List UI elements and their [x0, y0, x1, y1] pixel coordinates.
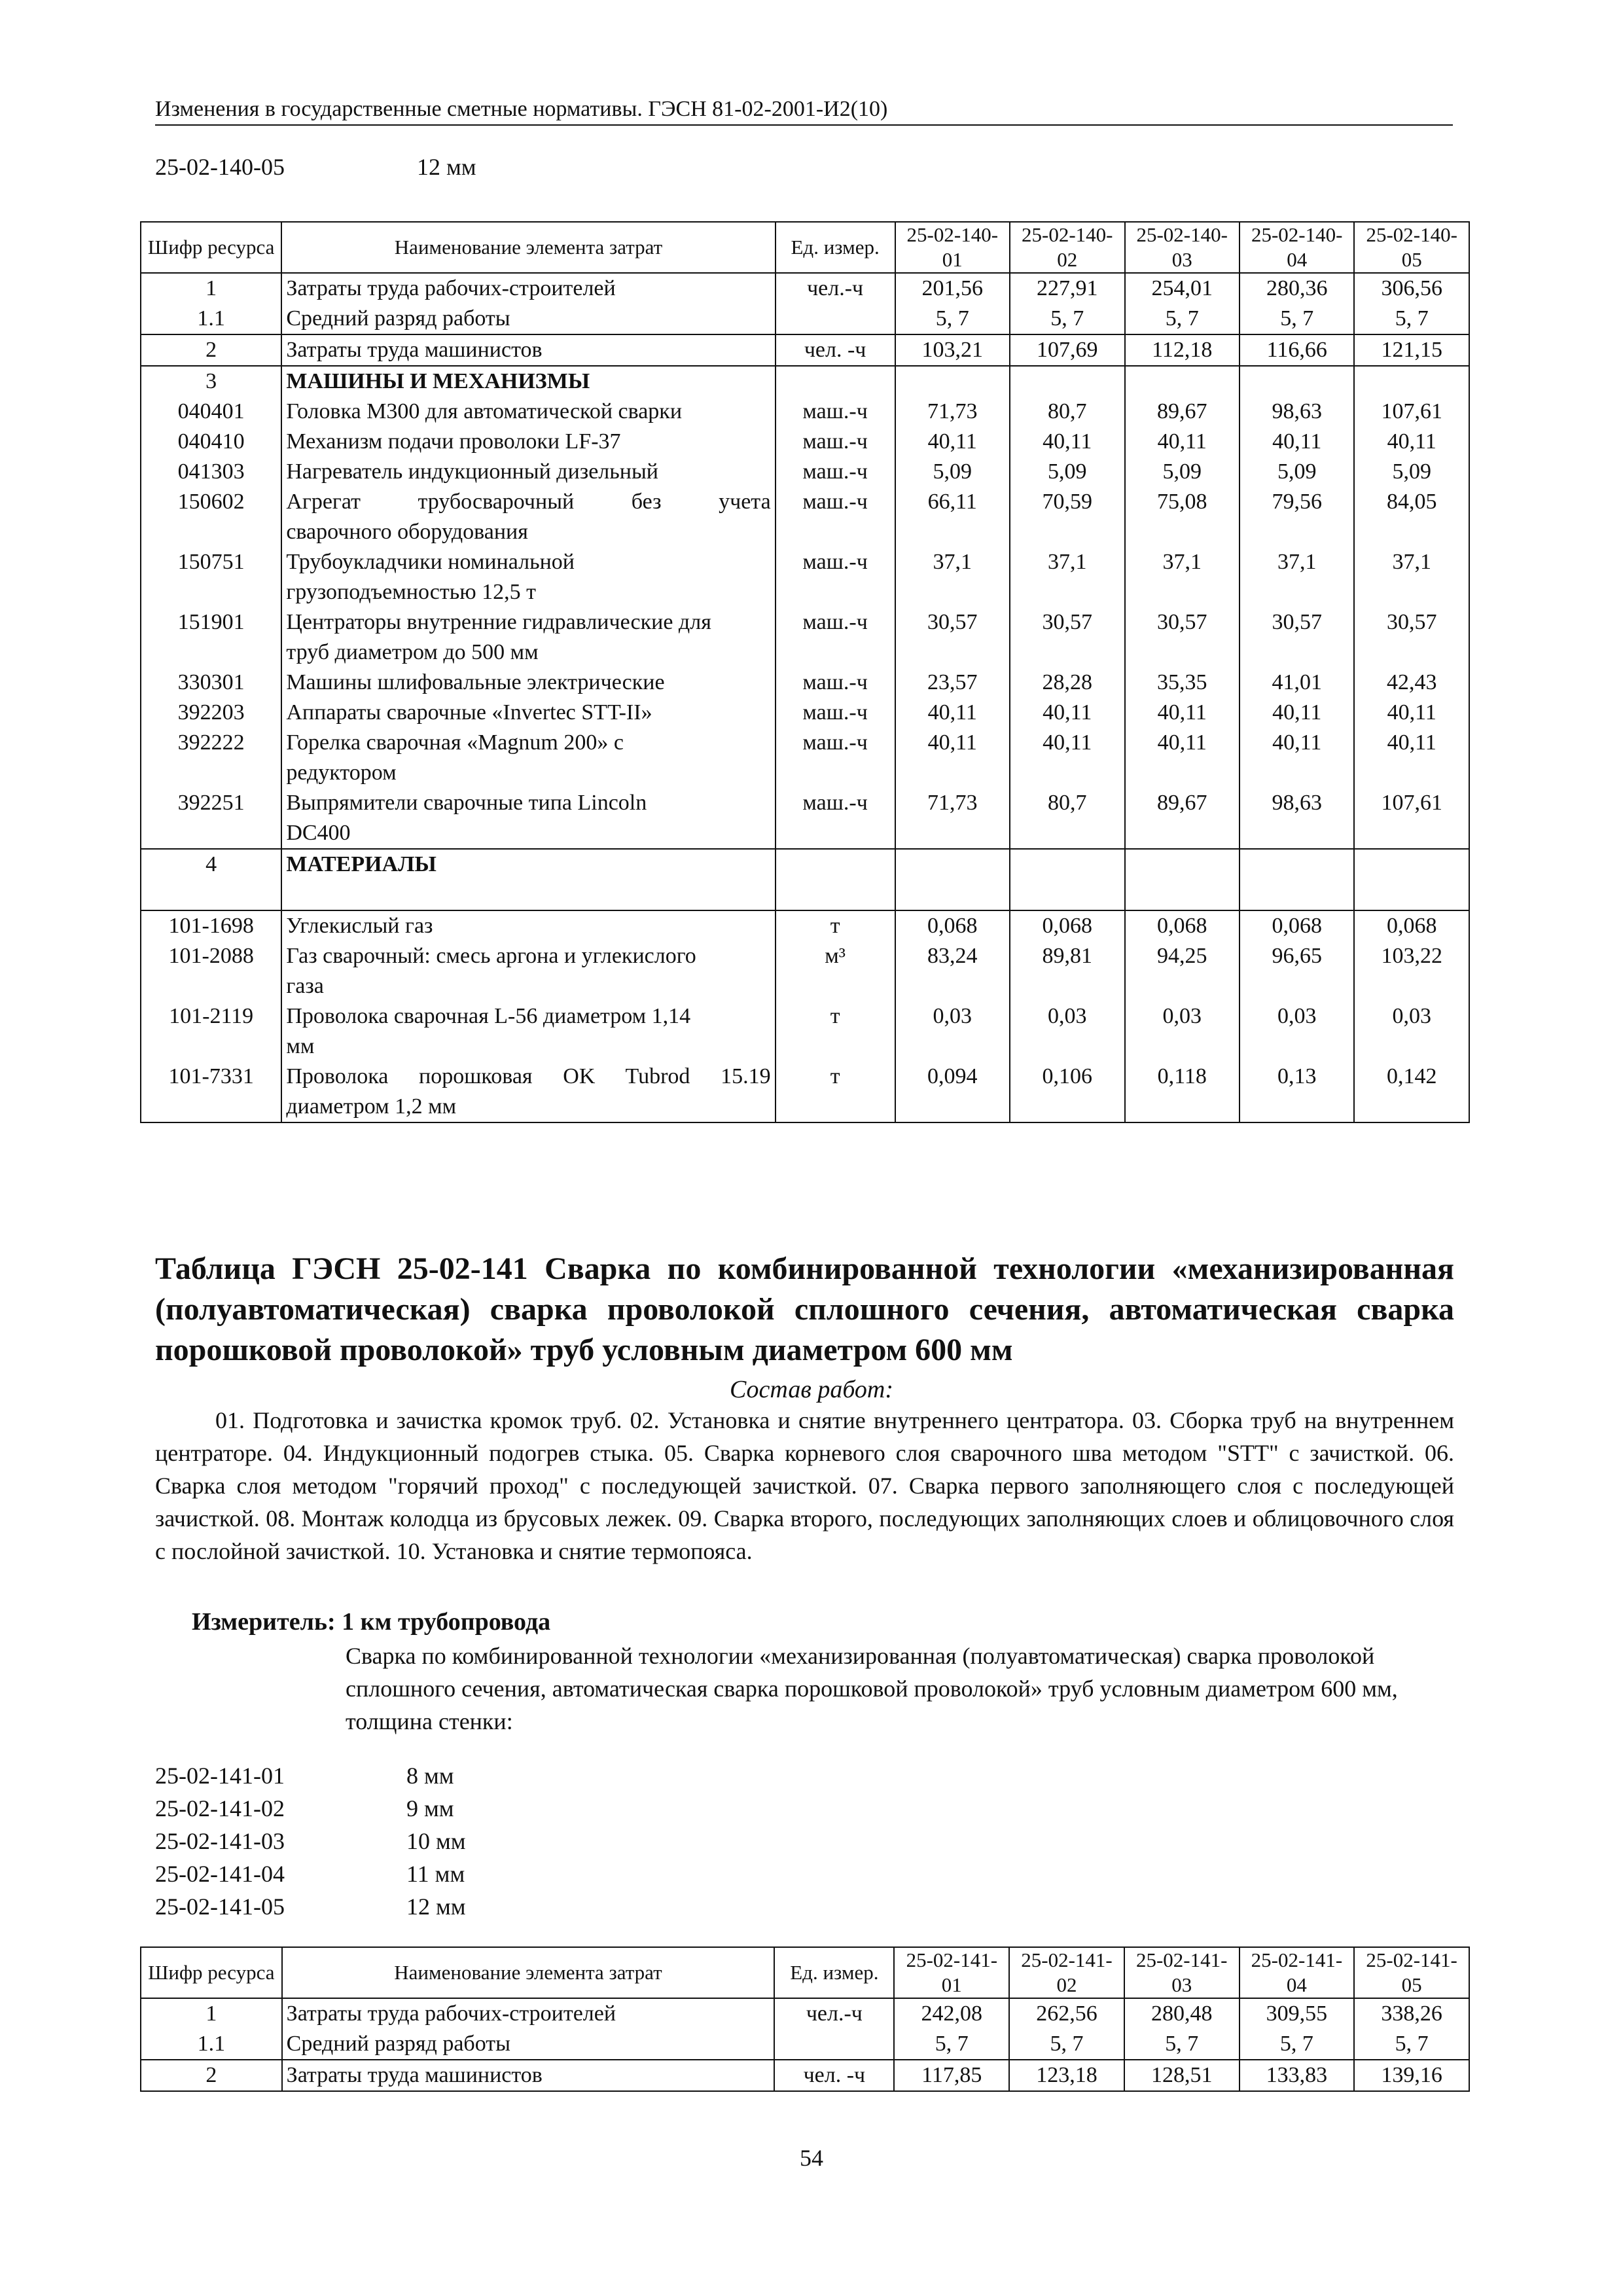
col-header-norm: 25-02-141-05	[1354, 1947, 1469, 1998]
norm-value: 40,11	[1010, 728, 1124, 788]
norm-value: 30,57	[1240, 607, 1354, 668]
norm-value: 103,22	[1354, 941, 1469, 1001]
unit: т	[776, 1062, 895, 1122]
norm-value: 0,068	[1354, 910, 1469, 941]
norm-value: 0,03	[1240, 1001, 1354, 1062]
norm-value: 71,73	[895, 397, 1010, 427]
code: 25-02-141-04	[155, 1861, 285, 1887]
resource-code: 1.1	[141, 304, 281, 334]
table-row	[141, 1062, 1469, 1122]
norm-value: 83,24	[895, 941, 1010, 1001]
norm-value: 0,03	[1354, 1001, 1469, 1062]
norm-value: 5, 7	[1240, 2029, 1355, 2060]
norm-value: 0,106	[1010, 1062, 1124, 1122]
norm-value	[1354, 366, 1469, 397]
resource-code: 2	[141, 334, 281, 366]
norm-value: 30,57	[895, 607, 1010, 668]
resource-name	[281, 910, 775, 941]
unit: м³	[776, 941, 895, 1001]
norm-value: 309,55	[1240, 1998, 1355, 2029]
norm-value: 28,28	[1010, 668, 1124, 698]
norm-value: 41,01	[1240, 668, 1354, 698]
resource-name	[281, 427, 775, 457]
norm-value: 5, 7	[1354, 2029, 1469, 2060]
norm-value: 0,094	[895, 1062, 1010, 1122]
code-value: 11 мм	[406, 1861, 465, 1887]
norm-value: 5,09	[895, 457, 1010, 487]
resource-code: 392251	[141, 788, 281, 849]
norm-value: 71,73	[895, 788, 1010, 849]
norm-value: 40,11	[1010, 427, 1124, 457]
resource-code: 101-2119	[141, 1001, 281, 1062]
resource-name-line: Средний разряд работы	[286, 2032, 510, 2056]
section-title: Таблица ГЭСН 25-02-141 Сварка по комбинированной технологии «механизированная (полуавтоматическая) сварка проволокой сплошного сечения, автоматическая сварка порошковой проволокой» труб условным диаметром 600 мм	[155, 1251, 1454, 1367]
unit: чел.-ч	[774, 1998, 894, 2029]
measurement-unit: Измеритель: 1 км трубопровода	[192, 1608, 551, 1636]
norm-value: 0,142	[1354, 1062, 1469, 1122]
table-row	[141, 457, 1469, 487]
col-header-norm: 25-02-141-04	[1240, 1947, 1355, 1998]
resource-name	[281, 304, 775, 334]
norm-value: 40,11	[1125, 698, 1240, 728]
code-value: 10 мм	[406, 1828, 466, 1854]
norm-value: 70,59	[1010, 487, 1124, 547]
resource-name	[281, 457, 775, 487]
resource-code: 040410	[141, 427, 281, 457]
resource-name-line: диаметром 1,2 мм	[286, 1094, 457, 1119]
table-row	[141, 698, 1469, 728]
norm-value	[895, 849, 1010, 910]
unit: маш.-ч	[776, 457, 895, 487]
resource-name-line: Газ сварочный: смесь аргона и углекислого	[286, 944, 696, 968]
code-value: 12 мм	[417, 154, 476, 180]
resource-name	[281, 273, 775, 304]
resource-name	[281, 607, 775, 668]
resource-code: 3	[141, 366, 281, 397]
col-header-norm: 25-02-140-04	[1240, 222, 1354, 273]
resource-code: 392203	[141, 698, 281, 728]
norm-value: 5, 7	[1009, 2029, 1124, 2060]
norm-value: 0,03	[895, 1001, 1010, 1062]
norm-value: 80,7	[1010, 788, 1124, 849]
norm-value: 5, 7	[1354, 304, 1469, 334]
norm-value: 201,56	[895, 273, 1010, 304]
norm-value: 40,11	[1240, 698, 1354, 728]
norm-value: 107,61	[1354, 397, 1469, 427]
norm-value: 0,068	[1125, 910, 1240, 941]
table-row	[141, 2060, 1469, 2091]
resource-name	[282, 2029, 775, 2060]
running-header: Изменения в государственные сметные нормативы. ГЭСН 81-02-2001-И2(10)	[155, 97, 1453, 126]
resource-name-line: грузоподъемностью 12,5 т	[286, 580, 537, 604]
unit: маш.-ч	[776, 547, 895, 607]
norm-value: 40,11	[895, 427, 1010, 457]
norm-value: 80,7	[1010, 397, 1124, 427]
norm-code-line	[155, 1827, 466, 1855]
norm-value: 98,63	[1240, 788, 1354, 849]
resource-name	[282, 1998, 775, 2029]
work-composition-heading: Состав работ:	[729, 1376, 894, 1403]
col-header-norm: 25-02-140-03	[1125, 222, 1240, 273]
resource-name-line: Проволока сварочная L-56 диаметром 1,14	[286, 1004, 691, 1028]
resource-code: 4	[141, 849, 281, 910]
norm-value: 37,1	[1240, 547, 1354, 607]
resource-name-line: Головка М300 для автоматической сварки	[286, 399, 683, 423]
table-header-row	[141, 222, 1469, 273]
code-value: 8 мм	[406, 1763, 454, 1789]
col-header-norm: 25-02-140-01	[895, 222, 1010, 273]
norm-value: 306,56	[1354, 273, 1469, 304]
resource-name-line: Средний разряд работы	[286, 306, 510, 331]
resource-name-line: редуктором	[286, 761, 397, 785]
norm-value	[1240, 366, 1354, 397]
unit	[776, 849, 895, 910]
resource-name	[281, 668, 775, 698]
norm-value: 5, 7	[1240, 304, 1354, 334]
table-row	[141, 273, 1469, 304]
norm-value: 107,61	[1354, 788, 1469, 849]
norm-value: 40,11	[1240, 427, 1354, 457]
norm-value: 242,08	[894, 1998, 1009, 2029]
resource-name-line: Углекислый газ	[286, 914, 433, 938]
unit: т	[776, 1001, 895, 1062]
resource-name-line: Затраты труда машинистов	[286, 2063, 543, 2087]
norm-value: 0,068	[1010, 910, 1124, 941]
table-row	[141, 366, 1469, 397]
norm-value: 254,01	[1125, 273, 1240, 304]
norm-value: 40,11	[895, 698, 1010, 728]
resource-code: 101-1698	[141, 910, 281, 941]
norm-value: 84,05	[1354, 487, 1469, 547]
resource-name-line: Выпрямители сварочные типа Lincoln	[286, 791, 647, 815]
resource-name-line: Агрегат трубосварочный без учета	[286, 490, 771, 514]
col-header-norm: 25-02-141-03	[1124, 1947, 1240, 1998]
resource-table-140	[140, 221, 1470, 1123]
norm-value: 40,11	[1125, 728, 1240, 788]
resource-code: 101-7331	[141, 1062, 281, 1122]
resource-name	[281, 788, 775, 849]
resource-code: 330301	[141, 668, 281, 698]
col-header-norm: 25-02-141-01	[894, 1947, 1009, 1998]
norm-value: 75,08	[1125, 487, 1240, 547]
norm-value: 42,43	[1354, 668, 1469, 698]
table-row	[141, 2029, 1469, 2060]
norm-value: 5, 7	[1010, 304, 1124, 334]
norm-value: 5, 7	[1124, 2029, 1240, 2060]
norm-value: 40,11	[1010, 698, 1124, 728]
resource-name-line: газа	[286, 974, 324, 998]
col-header-norm: 25-02-140-05	[1354, 222, 1469, 273]
norm-value: 280,48	[1124, 1998, 1240, 2029]
norm-value: 40,11	[895, 728, 1010, 788]
resource-name	[281, 397, 775, 427]
resource-name	[281, 487, 775, 547]
resource-name	[281, 366, 775, 397]
table-row	[141, 397, 1469, 427]
resource-name-line: DC400	[286, 821, 351, 845]
unit	[774, 2029, 894, 2060]
norm-value: 30,57	[1125, 607, 1240, 668]
table-row	[141, 304, 1469, 334]
norm-value: 40,11	[1354, 427, 1469, 457]
unit: чел. -ч	[774, 2060, 894, 2091]
resource-code: 150602	[141, 487, 281, 547]
norm-value: 37,1	[895, 547, 1010, 607]
unit: чел.-ч	[776, 273, 895, 304]
top-code-line	[155, 153, 476, 181]
resource-name-line: Проволока порошковая OK Tubrod 15.19	[286, 1064, 771, 1088]
table-row	[141, 547, 1469, 607]
resource-name-line: Нагреватель индукционный дизельный	[286, 459, 658, 484]
resource-name-line: Затраты труда рабочих-строителей	[286, 276, 616, 300]
unit: маш.-ч	[776, 698, 895, 728]
norm-code-line	[155, 1762, 454, 1789]
norm-value: 94,25	[1125, 941, 1240, 1001]
col-header-norm: 25-02-141-02	[1009, 1947, 1124, 1998]
col-header-norm: 25-02-140-02	[1010, 222, 1124, 273]
col-header-code: Шифр ресурса	[141, 1947, 282, 1998]
table-row	[141, 910, 1469, 941]
table-row	[141, 941, 1469, 1001]
norm-value	[1010, 366, 1124, 397]
norm-value: 112,18	[1125, 334, 1240, 366]
norm-value: 5, 7	[895, 304, 1010, 334]
norm-value: 5, 7	[894, 2029, 1009, 2060]
resource-name	[281, 849, 775, 910]
norm-value: 89,67	[1125, 397, 1240, 427]
resource-name-line: Трубоукладчики номинальной	[286, 550, 575, 574]
resource-name-line: МАТЕРИАЛЫ	[286, 852, 437, 876]
resource-code: 150751	[141, 547, 281, 607]
norm-value: 40,11	[1354, 728, 1469, 788]
table-row	[141, 427, 1469, 457]
unit	[776, 366, 895, 397]
unit: маш.-ч	[776, 607, 895, 668]
norm-value: 98,63	[1240, 397, 1354, 427]
table-row	[141, 487, 1469, 547]
resource-name	[281, 1001, 775, 1062]
table-row	[141, 1001, 1469, 1062]
norm-value	[1354, 849, 1469, 910]
norm-value: 40,11	[1354, 698, 1469, 728]
norm-value: 0,13	[1240, 1062, 1354, 1122]
norm-description: Сварка по комбинированной технологии «механизированная (полуавтоматическая) сварка проволокой сплошного сечения, автоматическая сварка порошковой проволокой» труб условным диаметром 600 мм, толщина стенки:	[346, 1643, 1398, 1734]
code: 25-02-141-03	[155, 1828, 285, 1854]
norm-value: 117,85	[894, 2060, 1009, 2091]
norm-value: 66,11	[895, 487, 1010, 547]
table-row	[141, 668, 1469, 698]
code-value: 9 мм	[406, 1795, 454, 1821]
norm-value	[1125, 849, 1240, 910]
norm-value: 30,57	[1354, 607, 1469, 668]
resource-table-141	[140, 1946, 1470, 2092]
resource-name	[281, 941, 775, 1001]
col-header-name: Наименование элемента затрат	[281, 222, 775, 273]
resource-name-line: Затраты труда машинистов	[286, 338, 543, 362]
code-value: 12 мм	[406, 1893, 466, 1920]
table-row	[141, 849, 1469, 910]
table-row	[141, 728, 1469, 788]
unit	[776, 304, 895, 334]
resource-code: 1	[141, 273, 281, 304]
resource-name-line: Горелка сварочная «Magnum 200» с	[286, 730, 624, 755]
norm-value: 40,11	[1240, 728, 1354, 788]
norm-value: 0,03	[1125, 1001, 1240, 1062]
col-header-code: Шифр ресурса	[141, 222, 281, 273]
norm-value: 133,83	[1240, 2060, 1355, 2091]
resource-name-line: Затраты труда рабочих-строителей	[286, 2001, 616, 2026]
norm-value: 0,118	[1125, 1062, 1240, 1122]
table-row	[141, 334, 1469, 366]
norm-value: 89,81	[1010, 941, 1124, 1001]
page-number: 54	[800, 2145, 823, 2171]
resource-code: 1.1	[141, 2029, 282, 2060]
resource-name-line: Аппараты сварочные «Invertec STT-II»	[286, 700, 652, 725]
norm-code-line	[155, 1795, 454, 1822]
resource-name	[281, 728, 775, 788]
norm-value: 37,1	[1010, 547, 1124, 607]
norm-value: 280,36	[1240, 273, 1354, 304]
unit: чел. -ч	[776, 334, 895, 366]
resource-code: 101-2088	[141, 941, 281, 1001]
norm-value: 116,66	[1240, 334, 1354, 366]
resource-name	[282, 2060, 775, 2091]
norm-value	[895, 366, 1010, 397]
unit: маш.-ч	[776, 397, 895, 427]
norm-value: 128,51	[1124, 2060, 1240, 2091]
norm-value: 262,56	[1009, 1998, 1124, 2029]
resource-code: 151901	[141, 607, 281, 668]
norm-value: 103,21	[895, 334, 1010, 366]
norm-code-line	[155, 1860, 465, 1888]
unit: маш.-ч	[776, 668, 895, 698]
resource-code: 2	[141, 2060, 282, 2091]
norm-value	[1240, 849, 1354, 910]
norm-value: 79,56	[1240, 487, 1354, 547]
table-row	[141, 607, 1469, 668]
resource-name-line: МАШИНЫ И МЕХАНИЗМЫ	[286, 369, 590, 393]
norm-value: 37,1	[1354, 547, 1469, 607]
resource-name-line: Машины шлифовальные электрические	[286, 670, 665, 694]
col-header-name: Наименование элемента затрат	[282, 1947, 775, 1998]
norm-value: 0,068	[895, 910, 1010, 941]
unit: маш.-ч	[776, 427, 895, 457]
code: 25-02-141-02	[155, 1795, 285, 1821]
norm-value: 0,03	[1010, 1001, 1124, 1062]
norm-value: 139,16	[1354, 2060, 1469, 2091]
resource-code: 392222	[141, 728, 281, 788]
norm-value: 107,69	[1010, 334, 1124, 366]
resource-name-line: труб диаметром до 500 мм	[286, 640, 539, 664]
resource-name	[281, 1062, 775, 1122]
unit: маш.-ч	[776, 487, 895, 547]
norm-value: 121,15	[1354, 334, 1469, 366]
resource-name-line: Механизм подачи проволоки LF-37	[286, 429, 621, 454]
unit: маш.-ч	[776, 788, 895, 849]
resource-name	[281, 334, 775, 366]
norm-value: 5,09	[1125, 457, 1240, 487]
norm-value	[1125, 366, 1240, 397]
norm-value: 338,26	[1354, 1998, 1469, 2029]
norm-value: 5,09	[1354, 457, 1469, 487]
unit: т	[776, 910, 895, 941]
norm-code-line	[155, 1893, 466, 1920]
norm-value: 5,09	[1010, 457, 1124, 487]
resource-code: 1	[141, 1998, 282, 2029]
norm-value: 96,65	[1240, 941, 1354, 1001]
norm-value: 35,35	[1125, 668, 1240, 698]
resource-name	[281, 698, 775, 728]
col-header-unit: Ед. измер.	[774, 1947, 894, 1998]
norm-value: 89,67	[1125, 788, 1240, 849]
norm-value: 5, 7	[1125, 304, 1240, 334]
norm-value: 23,57	[895, 668, 1010, 698]
resource-name-line: мм	[286, 1034, 315, 1058]
col-header-unit: Ед. измер.	[776, 222, 895, 273]
unit: маш.-ч	[776, 728, 895, 788]
norm-value: 227,91	[1010, 273, 1124, 304]
resource-name	[281, 547, 775, 607]
table-row	[141, 1998, 1469, 2029]
norm-value: 30,57	[1010, 607, 1124, 668]
work-composition-text: 01. Подготовка и зачистка кромок труб. 02. Установка и снятие внутреннего центратора. 03. Сборка труб на внутреннем центраторе. 04. Индукционный подогрев стыка. 05. Сварка корневого слоя сварочного шва методом "STT" с зачисткой. 06. Сварка слоя методом "горячий проход" с последующей зачисткой. 07. Сварка первого заполняющего слоя с последующей зачисткой. 08. Монтаж колодца из брусовых лежек. 09. Сварка второго, последующих заполняющих слоев и облицовочного слоя с послойной зачисткой. 10. Установка и снятие термопояса.	[155, 1407, 1454, 1564]
table-header-row	[141, 1947, 1469, 1998]
norm-value: 0,068	[1240, 910, 1354, 941]
resource-code: 040401	[141, 397, 281, 427]
norm-value	[1010, 849, 1124, 910]
table-row	[141, 788, 1469, 849]
code: 25-02-141-01	[155, 1763, 285, 1789]
norm-value: 123,18	[1009, 2060, 1124, 2091]
resource-code: 041303	[141, 457, 281, 487]
code: 25-02-141-05	[155, 1893, 285, 1920]
norm-value: 37,1	[1125, 547, 1240, 607]
norm-value: 5,09	[1240, 457, 1354, 487]
resource-name-line: Центраторы внутренние гидравлические для	[286, 610, 711, 634]
code: 25-02-140-05	[155, 154, 285, 180]
resource-name-line: сварочного оборудования	[286, 520, 528, 544]
norm-value: 40,11	[1125, 427, 1240, 457]
